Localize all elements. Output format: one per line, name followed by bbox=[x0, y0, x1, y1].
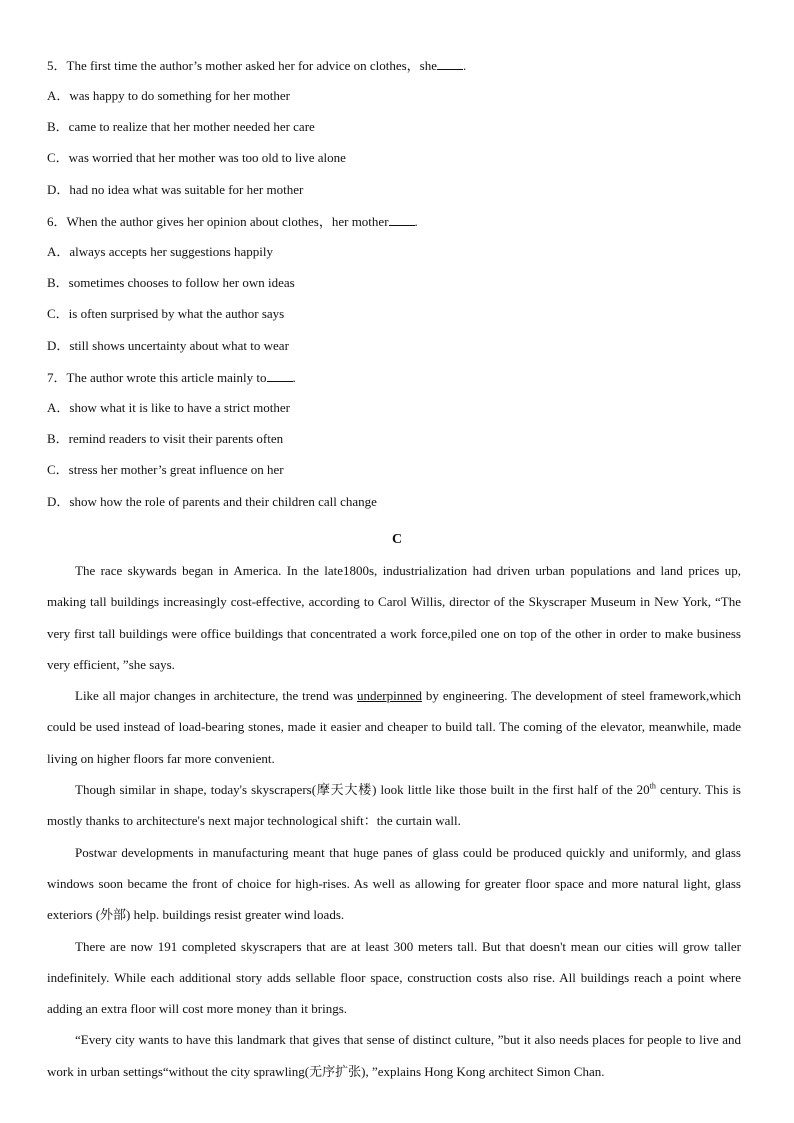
answer-blank bbox=[389, 213, 415, 226]
paragraph-6: “Every city wants to have this landmark that gives that sense of distinct culture, ”but it also needs places for people to live and work in urban settings“without the city sprawling(无序扩张), ”explains Hong Kong architect Simon Chan. bbox=[47, 1032, 741, 1079]
ordinal-superscript: th bbox=[649, 781, 656, 791]
paragraph-2-start: Like all major changes in architecture, the trend was bbox=[75, 688, 357, 704]
question-5-option-c: C．was worried that her mother was too old to live alone bbox=[47, 150, 346, 165]
paragraph-4: Postwar developments in manufacturing meant that huge panes of glass could be produced quickly and uniformly, and glass windows soon became the front of choice for high-rises. As well as allowing for greater floor space and more natural light, glass exteriors (外部) help. buildings resist greater wind loads. bbox=[47, 844, 741, 923]
paragraph-3-end: century. This is mostly thanks to architecture's next major technological shift：the curtain wall. bbox=[47, 782, 741, 829]
question-7-stem bbox=[47, 369, 747, 386]
question-5-stem bbox=[47, 57, 747, 74]
question-7-end: . bbox=[292, 370, 296, 385]
question-7-option-b: B．remind readers to visit their parents often bbox=[47, 431, 284, 446]
paragraph-2-end: by engineering. The development of steel framework,which could be used instead of load-bearing stones, made it easier and cheaper to build tall. The coming of the elevator, meanwhile, made living on higher floors far more convenient. bbox=[47, 688, 742, 766]
answer-blank bbox=[267, 369, 293, 382]
question-6-text: 6．When the author gives her opinion about clothes，her mother bbox=[47, 214, 389, 229]
question-5-end: . bbox=[463, 58, 467, 73]
question-6-option-c: C．is often surprised by what the author says bbox=[47, 306, 285, 321]
section-title: C bbox=[391, 532, 403, 547]
question-5-option-a: A．was happy to do something for her mother bbox=[47, 88, 290, 103]
reading-passage bbox=[47, 555, 741, 1087]
question-7-text: 7．The author wrote this article mainly to bbox=[47, 370, 267, 385]
question-7-option-c: C．stress her mother’s great influence on her bbox=[47, 462, 284, 477]
question-6-option-a: A．always accepts her suggestions happily bbox=[47, 244, 274, 259]
paragraph-3-start: Though similar in shape, today's skyscrapers(摩天大楼) look little like those built in the first half of the 20 bbox=[75, 782, 650, 798]
underlined-word: underpinned bbox=[357, 688, 422, 704]
paragraph-3 bbox=[47, 774, 741, 837]
question-6-end: . bbox=[414, 214, 418, 229]
paragraph-5: There are now 191 completed skyscrapers that are at least 300 meters tall. But that doesn't mean our cities will grow taller indefinitely. While each additional story adds sellable floor space, construction costs also rise. All buildings reach a point where adding an extra floor will cost more money than it brings. bbox=[47, 938, 741, 1017]
question-6-option-d: D．still shows uncertainty about what to wear bbox=[47, 338, 289, 353]
paragraph-1: The race skywards began in America. In the late1800s, industrialization had driven urban populations and land prices up, making tall buildings increasingly cost-effective, according to Carol Willis, director of the Skyscraper Museum in New York, “The very first tall buildings were office buildings that concentrated a work force,piled one on top of the other in order to make business very efficient, ”she says. bbox=[47, 563, 741, 672]
question-6-option-b: B．sometimes chooses to follow her own ideas bbox=[47, 275, 295, 290]
question-5-option-d: D．had no idea what was suitable for her mother bbox=[47, 182, 304, 197]
question-7-option-d: D．show how the role of parents and their children call change bbox=[47, 494, 377, 509]
paragraph-2 bbox=[47, 680, 741, 774]
question-6-stem bbox=[47, 213, 747, 230]
answer-blank bbox=[437, 57, 463, 70]
question-5-option-b: B．came to realize that her mother needed her care bbox=[47, 119, 315, 134]
question-5-text: 5．The first time the author’s mother asked her for advice on clothes，she bbox=[47, 58, 438, 73]
question-7-option-a: A．show what it is like to have a strict mother bbox=[47, 400, 290, 415]
